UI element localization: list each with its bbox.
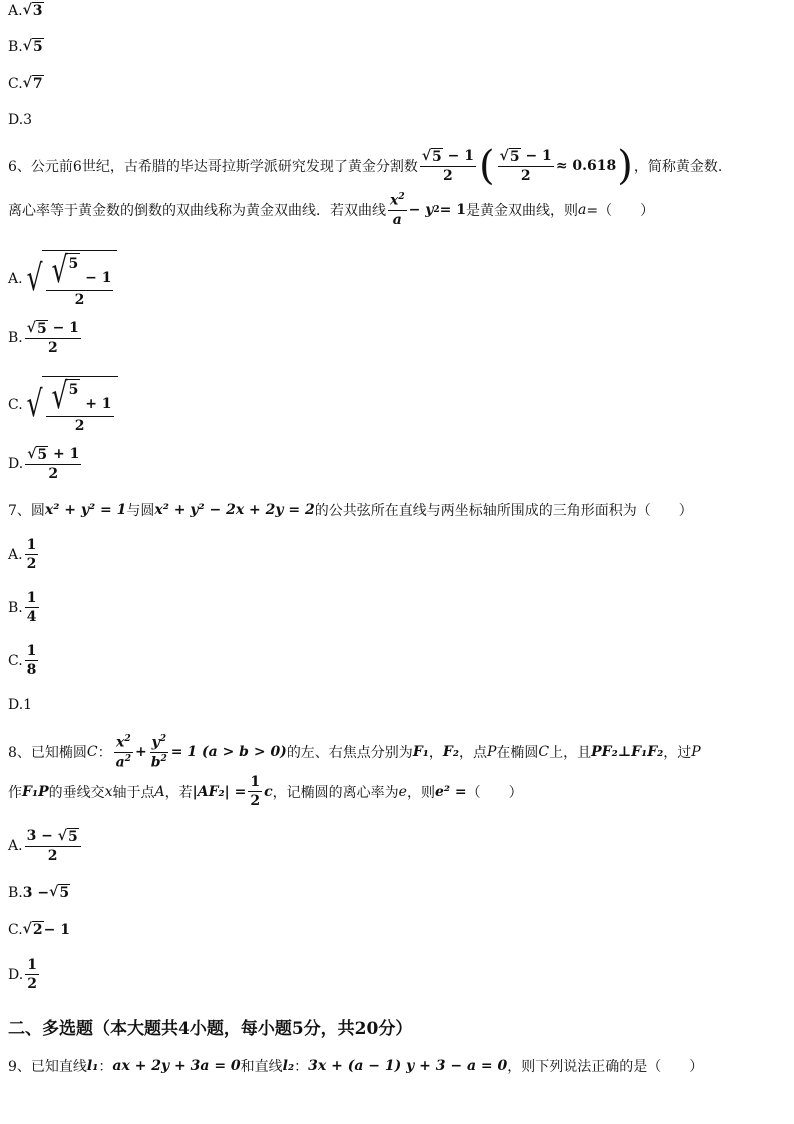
section-heading: 二、多选题（本大题共4小题，每小题5分，共20分） (8, 1019, 413, 1039)
q6-line1: 6、公元前6世纪，古希腊的毕达哥拉斯学派研究发现了黄金分割数 √ 5 − 1 2 ( √ 5 − 1 2 ≈ 0.618 ) ，简称黄金数. (8, 143, 723, 189)
q9-stem: 9、已知直线 l₁ ： ax + 2y + 3a = 0 和直线 l₂ ： 3x + (a − 1) y + 3 − a = 0 ，则下列说法正确的是（ ） (8, 1058, 704, 1075)
q8-option-d: D. $\frac{1}{2}$ (8, 957, 37, 993)
sqrt: √ √ 5 + 1 2 (23, 376, 118, 434)
golden-fraction: √ 5 − 1 2 (421, 147, 475, 184)
q6-option-d: D. √ 5 + 1 2 (8, 446, 80, 483)
approx-value: ≈ 0.618 (555, 158, 617, 174)
q8-line1: 8、已知椭圆 C ： $\frac{x^2}{a^2}$ + $\frac{y^2}{b^2}$ = 1 (a > b > 0) 的左、右焦点分别为 F₁ ， F₂ ，点 P 在椭圆 C 上，且 PF₂⊥F₁F₂ ，过 P (8, 734, 701, 771)
q8-option-c: C. √ 2 − 1 (8, 921, 70, 938)
q8-option-b: B. 3 − √ 5 (8, 884, 70, 901)
q7-option-b: B. $\frac{1}{4}$ (8, 590, 37, 626)
option-label: D.3 (8, 112, 33, 128)
q6-option-c: C. √ √ 5 + 1 2 (8, 376, 118, 434)
q6-line2: 离心率等于黄金数的倒数的双曲线称为黄金双曲线．若双曲线 $\frac{x^2}{a}$ − y 2 = 1 是黄金双曲线，则 a =（ ） (8, 192, 655, 228)
hyperbola-fraction: $\frac{x^2}{a}$ (390, 192, 405, 228)
sqrt: √ 5 (22, 38, 43, 55)
sqrt: √ 7 (22, 75, 43, 92)
q7-stem: 7、圆 x² + y² = 1 与圆 x² + y² − 2x + 2y = 2 的公共弦所在直线与两坐标轴所围成的三角形面积为（ ） (8, 502, 693, 519)
sqrt: √ 3 (22, 2, 43, 19)
option-label: B. (8, 38, 23, 55)
option-label: C. (8, 75, 23, 92)
sqrt: √ √ 5 − 1 2 (23, 250, 118, 308)
option-label: A. (8, 2, 23, 19)
q5-option-a (8, 2, 44, 19)
q6-option-b: B. √ 5 − 1 2 (8, 320, 79, 357)
q5-option-d (8, 112, 32, 128)
q7-option-a: A. $\frac{1}{2}$ (8, 537, 37, 573)
q5-option-c (8, 75, 44, 92)
q7-option-d: D.1 (8, 697, 33, 713)
q8-line2: 作 F₁P 的垂线交 x 轴于点 A ，若 |AF₂| = $\frac{1}{2}$ c ，记椭圆的离心率为 e ，则 e² = （ ） (8, 774, 523, 810)
golden-fraction-2: √ 5 − 1 2 (499, 147, 552, 184)
q7-option-c: C. $\frac{1}{8}$ (8, 643, 37, 679)
q6-option-a: A. √ √ 5 − 1 2 (8, 250, 117, 308)
q5-option-b (8, 38, 44, 55)
q8-option-a: A. 3 − √ 5 2 (8, 828, 83, 864)
